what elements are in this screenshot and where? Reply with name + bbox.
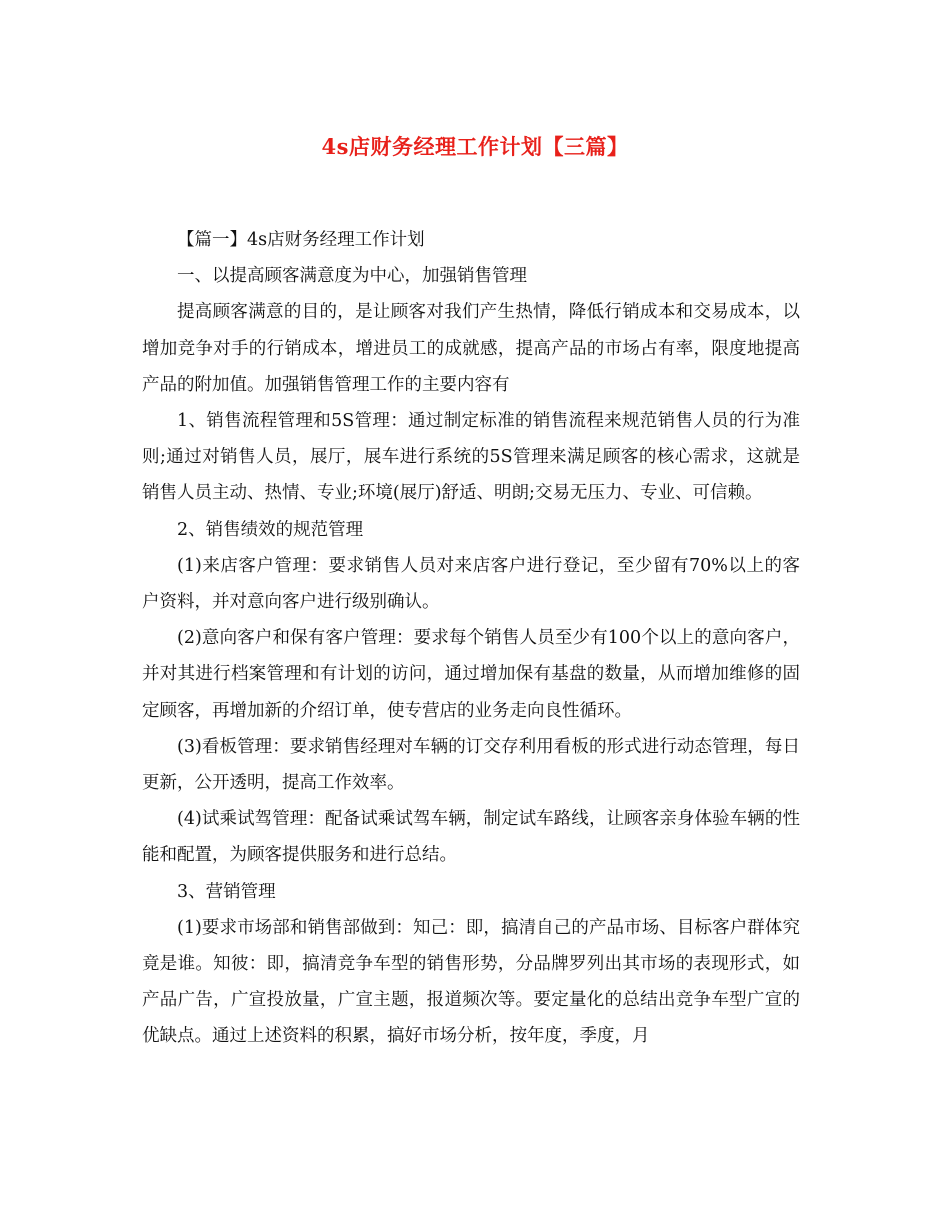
- subheading: 3、营销管理: [177, 881, 276, 902]
- paragraph: 1、销售流程管理和5S管理：通过制定标准的销售流程来规范销售人员的行为准则;通过对销售人员，展厅，展车进行系统的5S管理来满足顾客的核心需求，这就是销售人员主动、热情、专业;环境(展厅)舒适、明朗;交易无压力、专业、可信赖。: [142, 411, 800, 504]
- subheading: 一、以提高顾客满意度为中心，加强销售管理: [177, 266, 527, 287]
- paragraph: (3)看板管理：要求销售经理对车辆的订交存利用看板的形式进行动态管理，每日更新，公开透明，提高工作效率。: [142, 736, 800, 794]
- section-heading: 【篇一】4s店财务经理工作计划: [177, 230, 425, 250]
- paragraph: 提高顾客满意的目的，是让顾客对我们产生热情，降低行销成本和交易成本，以增加竞争对手的行销成本，增进员工的成就感，提高产品的市场占有率，限度地提高产品的附加值。加强销售管理工作的主要内容有: [142, 302, 800, 395]
- paragraph: (1)来店客户管理：要求销售人员对来店客户进行登记，至少留有70%以上的客户资料，并对意向客户进行级别确认。: [142, 555, 800, 613]
- paragraph: (2)意向客户和保有客户管理：要求每个销售人员至少有100个以上的意向客户，并对其进行档案管理和有计划的访问，通过增加保有基盘的数量，从而增加维修的固定顾客，再增加新的介绍订单，使专营店的业务走向良性循环。: [142, 628, 800, 721]
- document-body: [142, 222, 800, 1055]
- paragraph: (4)试乘试驾管理：配备试乘试驾车辆，制定试车路线，让顾客亲身体验车辆的性能和配置，为顾客提供服务和进行总结。: [142, 809, 800, 866]
- document-title: 4s店财务经理工作计划【三篇】: [321, 134, 629, 159]
- subheading: 2、销售绩效的规范管理: [177, 519, 364, 540]
- paragraph: (1)要求市场部和销售部做到：知己：即，搞清自己的产品市场、目标客户群体究竟是谁。知彼：即，搞清竞争车型的销售形势，分品牌罗列出其市场的表现形式，如产品广告，广宣投放量，广宣主题，报道频次等。要定量化的总结出竞争车型广宣的优缺点。通过上述资料的积累，搞好市场分析，按年度，季度，月: [142, 917, 800, 1047]
